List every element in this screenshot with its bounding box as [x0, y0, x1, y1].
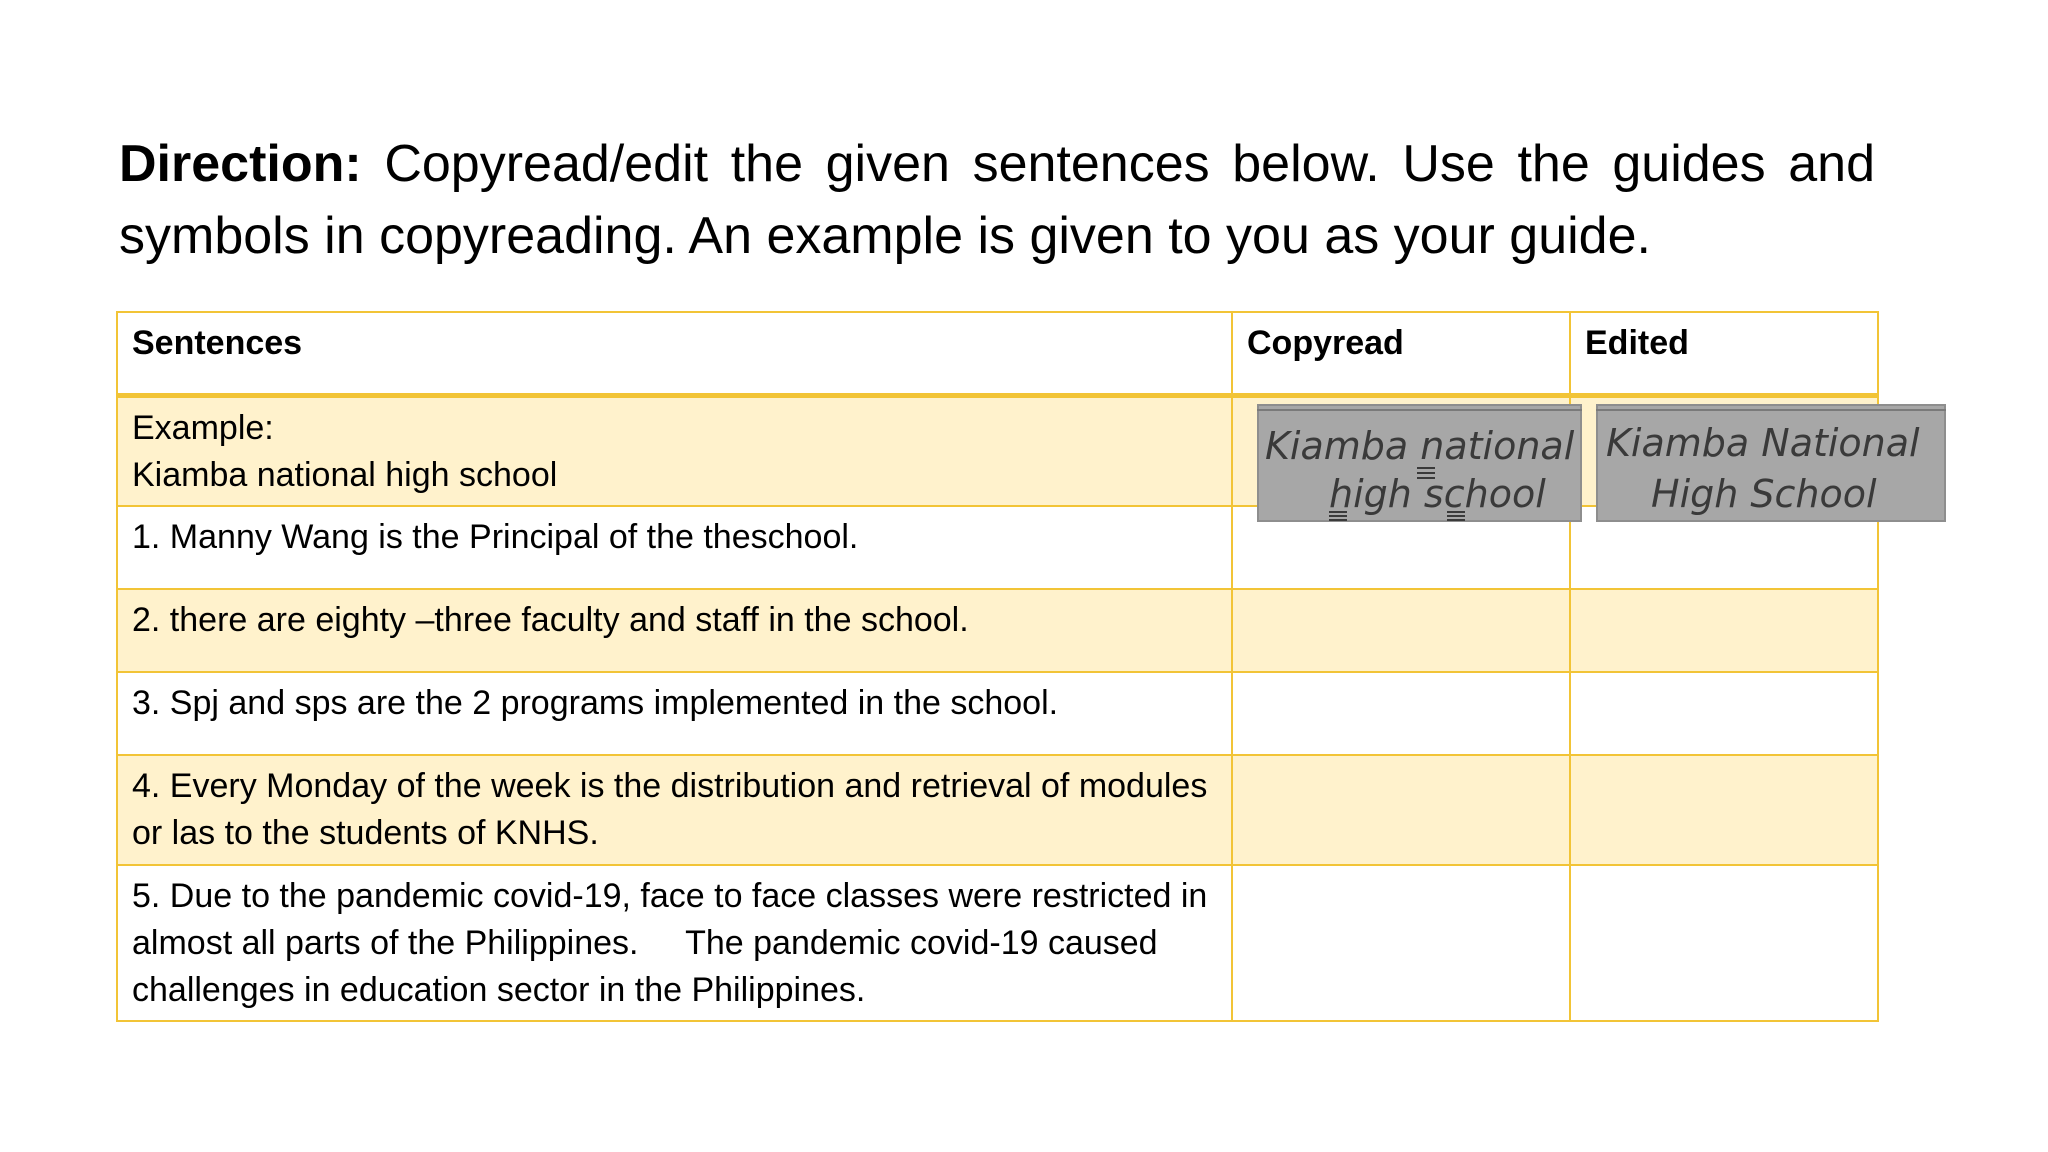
copyread-cell	[1232, 865, 1570, 1021]
edited-cell	[1570, 865, 1878, 1021]
copyread-line-2: high school	[1329, 472, 1546, 516]
table-header-row	[117, 312, 1878, 396]
edited-cell	[1570, 589, 1878, 672]
sentence-cell: 3. Spj and sps are the 2 programs implemented in the school.	[117, 672, 1232, 755]
copyread-line-1: Kiamba national	[1265, 424, 1575, 468]
edited-cell	[1570, 672, 1878, 755]
edited-cell	[1570, 755, 1878, 865]
sentence-cell: 2. there are eighty –three faculty and staff in the school.	[117, 589, 1232, 672]
direction-label: Direction:	[119, 135, 362, 193]
edited-line-2: High School	[1651, 472, 1877, 516]
table-row	[117, 865, 1878, 1021]
table-row	[117, 755, 1878, 865]
copyread-cell	[1232, 755, 1570, 865]
direction-body: Copyread/edit the given sentences below. Use the guides and symbols in copyreading. An example is given to you as your guide.	[119, 135, 1875, 265]
header-sentences: Sentences	[117, 312, 1232, 396]
copyread-cell	[1232, 589, 1570, 672]
header-copyread: Copyread	[1232, 312, 1570, 396]
table-row	[117, 672, 1878, 755]
header-edited: Edited	[1570, 312, 1878, 396]
table-row	[117, 589, 1878, 672]
copyread-cell	[1232, 672, 1570, 755]
edited-example-scan	[1596, 404, 1946, 522]
sentence-cell: 5. Due to the pandemic covid-19, face to face classes were restricted in almost all parts of the Philippines. The pandemic covid-19 caused challenges in education sector in the Philippines.	[117, 865, 1232, 1021]
handwriting-copyread	[1257, 404, 1582, 522]
sentence-cell: 1. Manny Wang is the Principal of the theschool.	[117, 506, 1232, 589]
sentence-cell: Example: Kiamba national high school	[117, 396, 1232, 506]
handwriting-edited	[1596, 404, 1946, 522]
edited-line-1: Kiamba National	[1606, 421, 1920, 465]
sentence-cell: 4. Every Monday of the week is the distribution and retrieval of modules or las to the students of KNHS.	[117, 755, 1232, 865]
copyread-example-scan	[1257, 404, 1582, 522]
direction-text	[119, 128, 1875, 272]
